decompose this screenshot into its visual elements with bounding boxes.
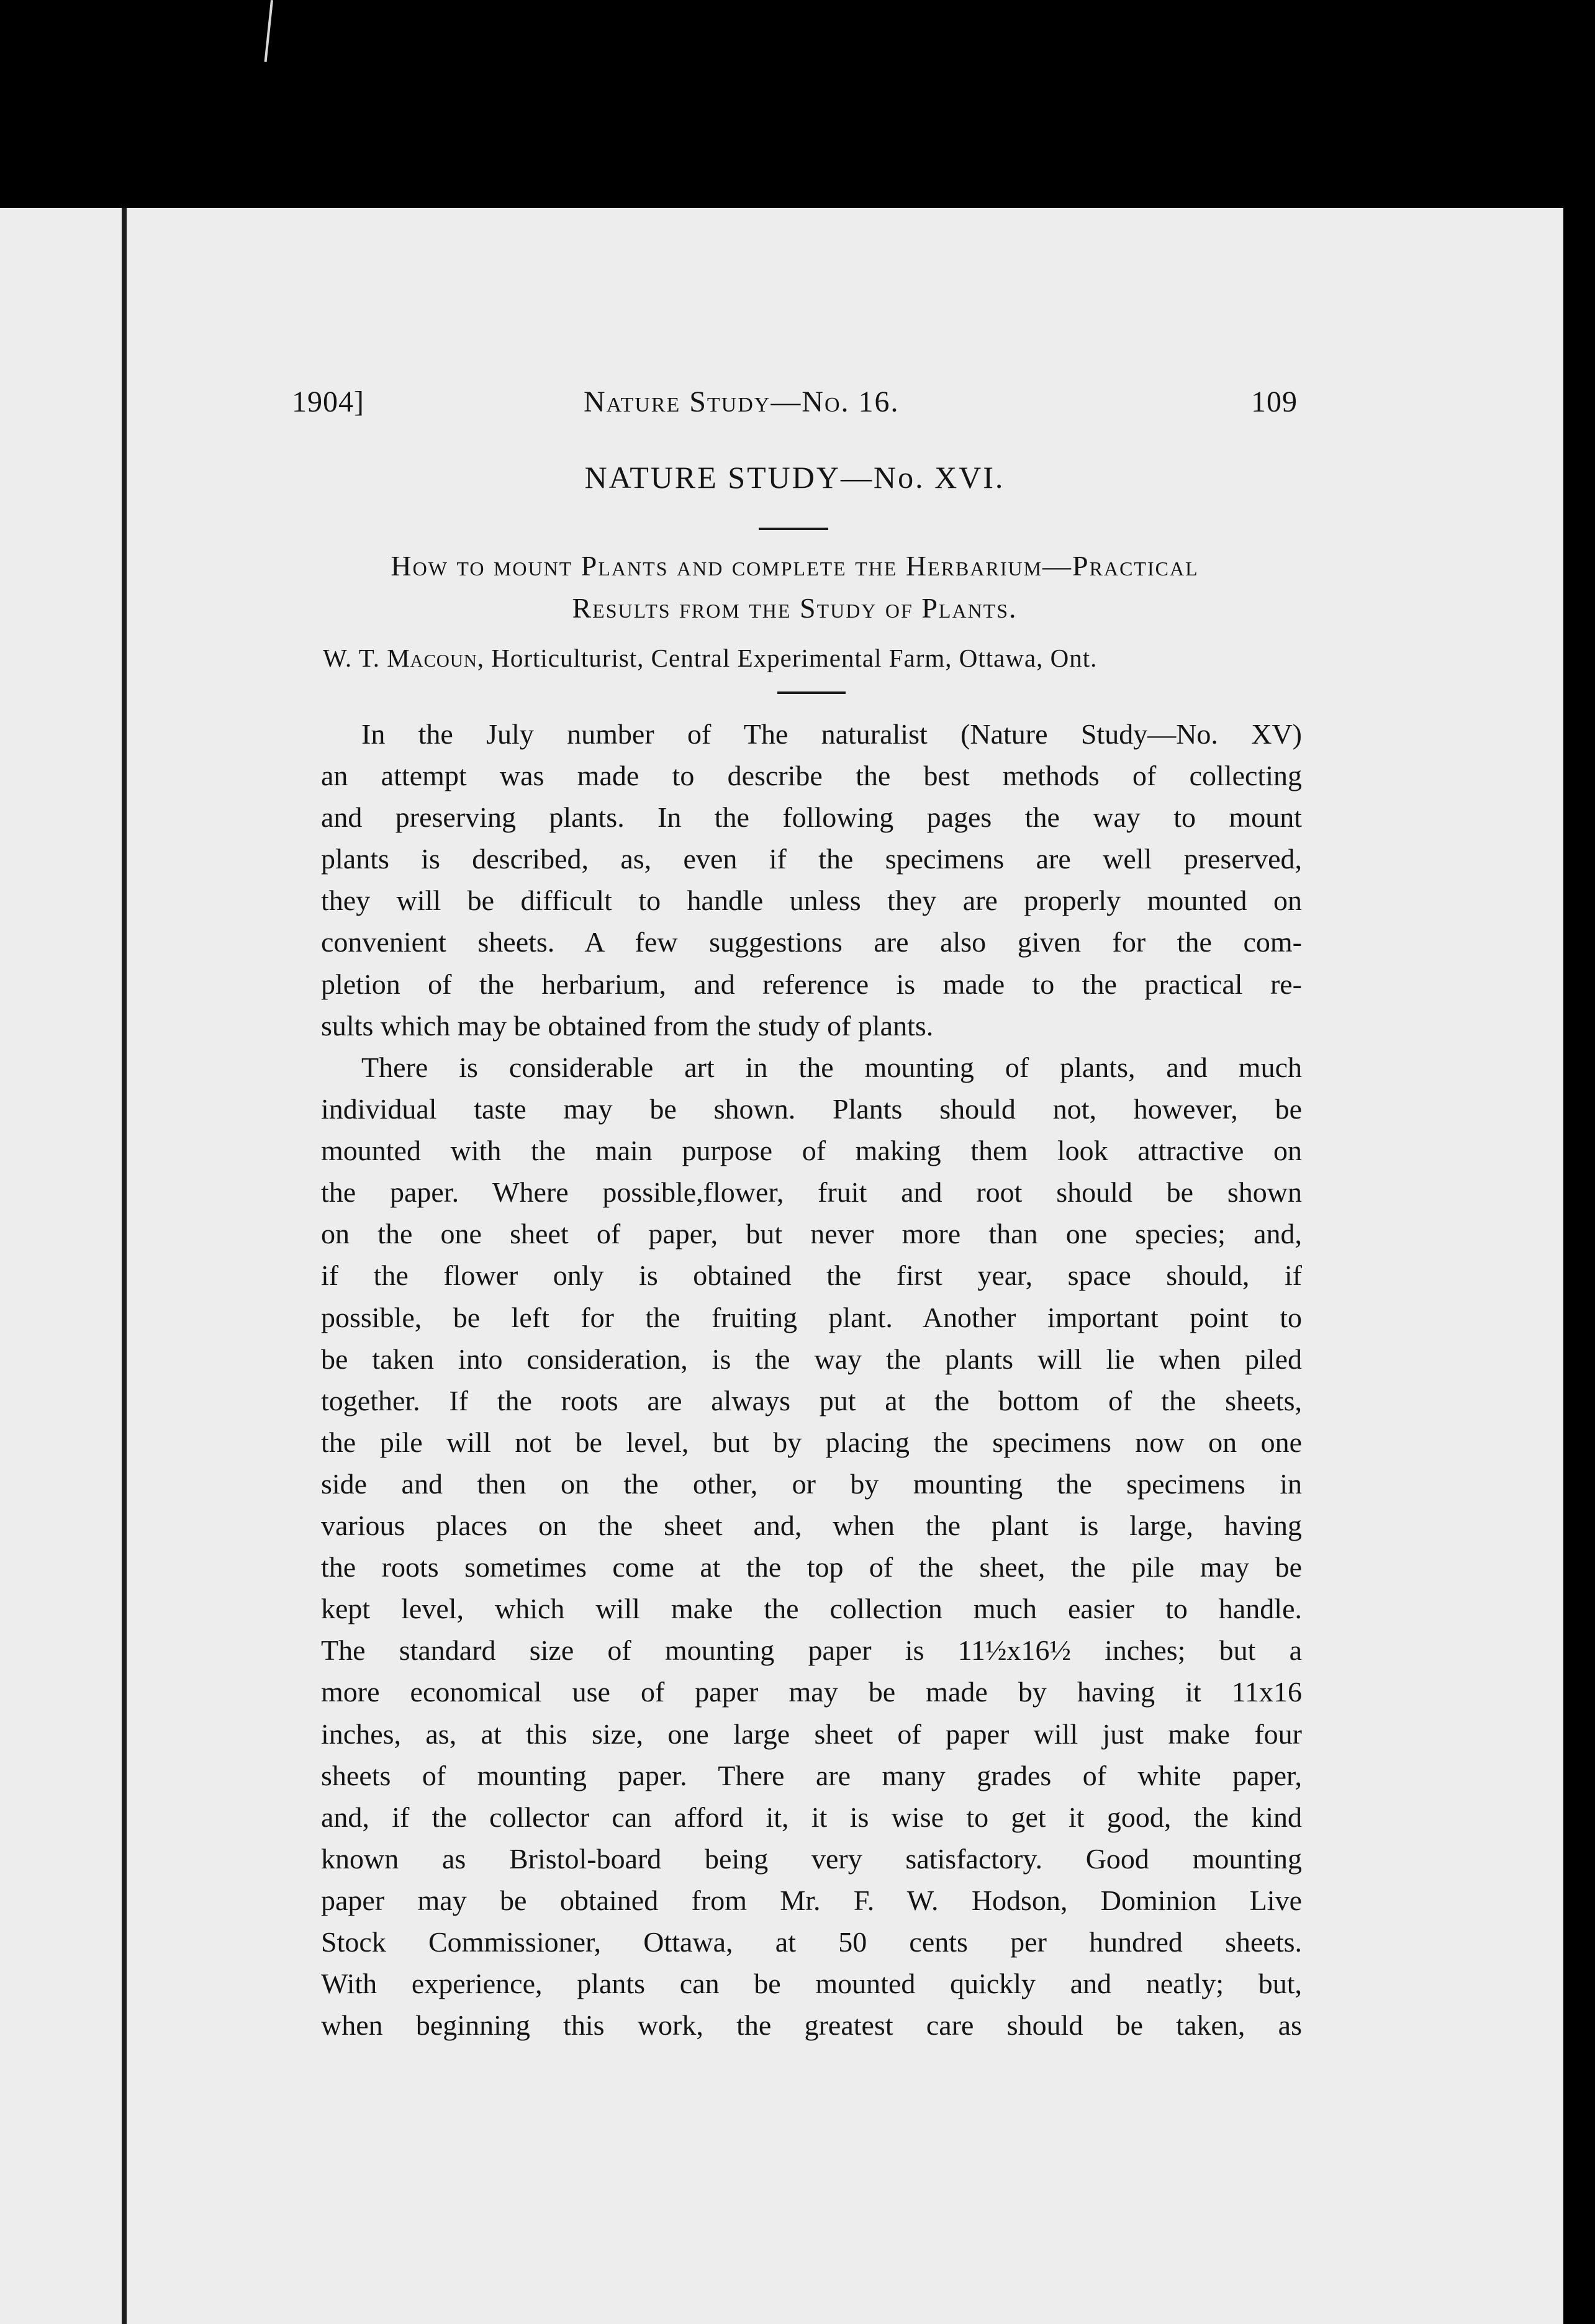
header-year: 1904] — [292, 385, 364, 418]
paragraph-1 — [321, 713, 1302, 1047]
paragraph-line: and, if the collector can afford it, it is wise to get it good, the kind — [321, 1801, 1302, 1833]
paragraph-line: the roots sometimes come at the top of the sheet, the pile may be — [321, 1551, 1302, 1583]
paragraph-line: paper may be obtained from Mr. F. W. Hodson, Dominion Live — [321, 1884, 1302, 1916]
subtitle-line-2: Results from the Study of Plants. — [572, 592, 1018, 624]
header-running-title: Nature Study—No. 16. — [584, 385, 900, 418]
paragraph-line: various places on the sheet and, when the plant is large, having — [321, 1510, 1302, 1542]
paragraph-line: convenient sheets. A few suggestions are also given for the com- — [321, 926, 1302, 958]
paragraph-line: on the one sheet of paper, but never more than one species; and, — [321, 1218, 1302, 1250]
paragraph-line: kept level, which will make the collection much easier to handle. — [321, 1593, 1302, 1625]
paragraph-line: mounted with the main purpose of making them look attractive on — [321, 1135, 1302, 1167]
paragraph-line: an attempt was made to describe the best methods of collecting — [321, 760, 1302, 792]
title-divider — [759, 528, 828, 530]
byline-divider — [777, 691, 846, 694]
paragraph-line: possible, be left for the fruiting plant. Another important point to — [321, 1301, 1302, 1333]
author-affiliation: Horticulturist, Central Experimental Farm, Ottawa, Ont. — [491, 644, 1098, 672]
running-header — [292, 385, 1298, 435]
paragraph-line: be taken into consideration, is the way the plants will lie when piled — [321, 1343, 1302, 1375]
paragraph-line: With experience, plants can be mounted quickly and neatly; but, — [321, 1968, 1302, 2000]
author-byline — [323, 643, 1304, 673]
paragraph-line: if the flower only is obtained the first year, space should, if — [321, 1259, 1302, 1292]
paragraph-2 — [321, 1047, 1302, 2046]
paragraph-line: known as Bristol-board being very satisfactory. Good mounting — [321, 1842, 1302, 1875]
paragraph-line: side and then on the other, or by mounting the specimens in — [321, 1467, 1302, 1500]
paragraph-line: they will be difficult to handle unless they are properly mounted on — [321, 885, 1302, 917]
paragraph-line: sults which may be obtained from the study of plants. — [321, 1009, 934, 1042]
author-name: W. T. Macoun, — [323, 644, 485, 672]
article-subtitle — [292, 545, 1298, 629]
paragraph-line: the paper. Where possible,flower, fruit and root should be shown — [321, 1176, 1302, 1209]
paragraph-line: when beginning this work, the greatest care should be taken, as — [321, 2009, 1302, 2042]
paragraph-line: In the July number of The naturalist (Nature Study—No. XV) — [361, 718, 1302, 750]
paragraph-line: the pile will not be level, but by placing the specimens now on one — [321, 1426, 1302, 1458]
paragraph-line: sheets of mounting paper. There are many grades of white paper, — [321, 1759, 1302, 1791]
paragraph-line: and preserving plants. In the following pages the way to mount — [321, 801, 1302, 834]
paragraph-line: The standard size of mounting paper is 11½x16½ inches; but a — [321, 1634, 1302, 1667]
page-binding-edge — [122, 208, 127, 2324]
paragraph-line: more economical use of paper may be made by having it 11x16 — [321, 1676, 1302, 1708]
paragraph-line: inches, as, at this size, one large sheet of paper will just make four — [321, 1718, 1302, 1750]
article-title: NATURE STUDY—No. XVI. — [584, 460, 1005, 495]
paragraph-line: pletion of the herbarium, and reference is made to the practical re- — [321, 968, 1302, 1000]
paragraph-line: Stock Commissioner, Ottawa, at 50 cents per hundred sheets. — [321, 1925, 1302, 1958]
paragraph-line: together. If the roots are always put at the bottom of the sheets, — [321, 1384, 1302, 1416]
paragraph-line: plants is described, as, even if the specimens are well preserved, — [321, 843, 1302, 875]
scan-artifact-mark — [264, 0, 273, 62]
header-page-number: 109 — [1251, 385, 1298, 418]
paragraph-line: There is considerable art in the mounting of plants, and much — [361, 1052, 1302, 1083]
paragraph-line: individual taste may be shown. Plants should not, however, be — [321, 1093, 1302, 1125]
subtitle-line-1: How to mount Plants and complete the Herbarium—Practical — [391, 550, 1199, 582]
